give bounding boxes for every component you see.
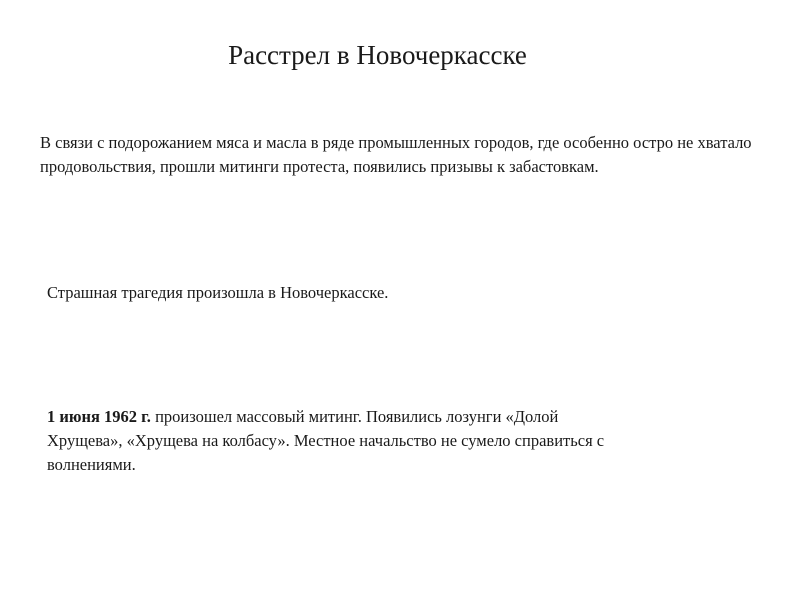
slide-title-text: Расстрел в Новочеркасске: [228, 40, 527, 70]
rally-date: 1 июня 1962 г.: [47, 407, 151, 426]
paragraph-price-rise: В связи с подорожанием мяса и масла в ряде промышленных городов, где особенно остро не хватало продовольствия, прошли митинги протеста, появились призывы к забастовкам.: [40, 133, 752, 176]
paragraph-rally: [47, 405, 627, 477]
slide-title: [0, 38, 800, 72]
rally-text: произошел массовый митинг. Появились лозунги «Долой Хрущева», «Хрущева на колбасу». Местное начальство не сумело справиться с волнениями.: [47, 407, 605, 474]
paragraph-tragedy: Страшная трагедия произошла в Новочеркасске.: [47, 283, 389, 302]
